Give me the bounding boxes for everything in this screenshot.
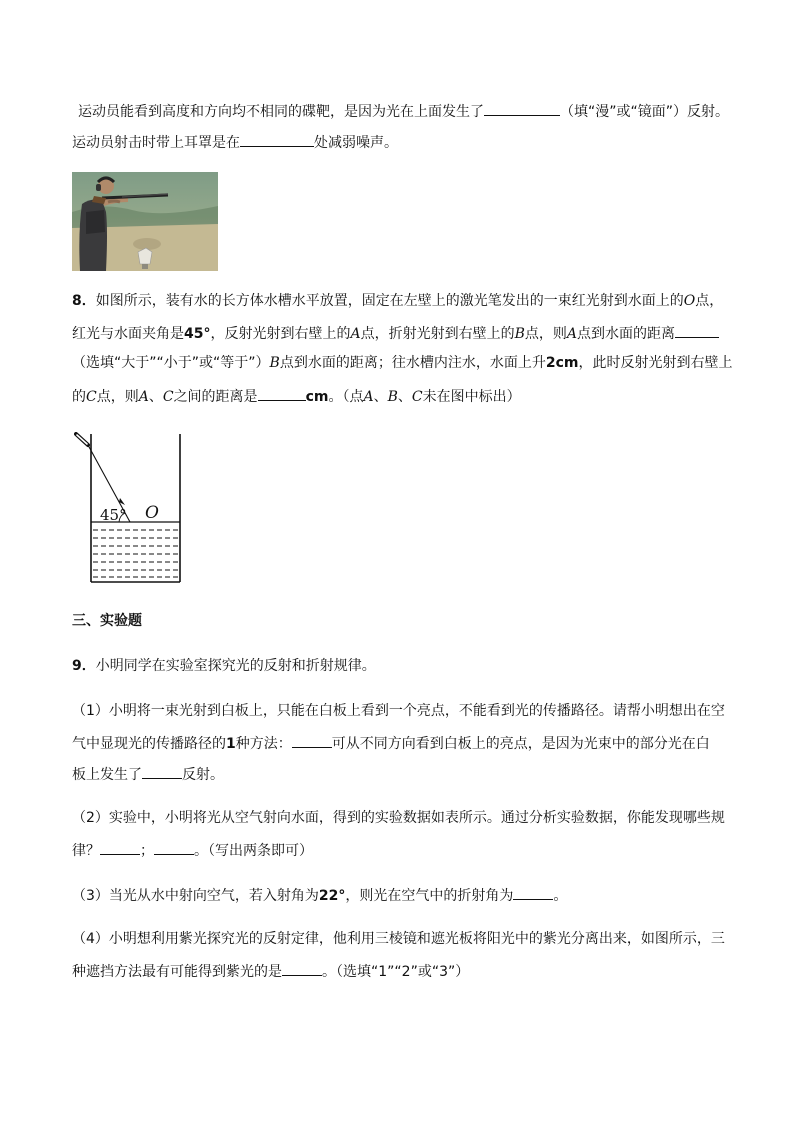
q7-blank-1[interactable] (484, 100, 560, 116)
q9-blank-2[interactable] (142, 763, 182, 779)
q8-point-label: C (86, 389, 97, 405)
q9-blank-1[interactable] (292, 732, 332, 748)
q8-point-label: B (269, 355, 280, 371)
q8-text: 未在图中标出） (422, 389, 521, 405)
point-o-label: O (145, 503, 159, 523)
q8-text: 点，则 (524, 326, 567, 342)
q8-point-label: C (162, 389, 174, 405)
q9-blank-6[interactable] (282, 960, 322, 976)
q8-point-label: A (363, 389, 374, 405)
q9-blank-5[interactable] (513, 884, 553, 900)
q9-text: （3）当光从水中射向空气，若入射角为 (72, 888, 319, 904)
q8-point-label: C (411, 389, 423, 405)
q8-point-label: O (683, 293, 696, 309)
q7-line-2 (72, 131, 398, 153)
q9-blank-4[interactable] (154, 839, 194, 855)
q9-p3-line (72, 884, 567, 906)
q8-line-3 (72, 353, 732, 373)
q8-angle: 45° (184, 326, 211, 342)
water-tank-figure (74, 432, 186, 586)
q8-text: 点到水面的距离 (577, 326, 676, 342)
q9-text: ； (140, 843, 154, 859)
q8-point-label: A (138, 389, 149, 405)
q8-text: 的 (72, 389, 86, 405)
q9-text: （1）小明将一束光射到白板上，只能在白板上看到一个亮点，不能看到光的传播路径。请帮小明想出在空 (72, 703, 725, 719)
q8-text: （选填“大于”“小于”或“等于”） (72, 355, 270, 371)
q9-text: 。 (553, 888, 568, 904)
q7-text: 处减弱噪声。 (314, 135, 398, 151)
q8-line-2 (72, 322, 719, 344)
q8-text: 之间的距离是 (173, 389, 258, 405)
q7-text: 运动员能看到高度和方向均不相同的碟靶，是因为光在上面发生了 (78, 104, 484, 120)
shooter-photo-image (72, 172, 218, 271)
q7-blank-2[interactable] (240, 131, 314, 147)
q9-text: 可从不同方向看到白板上的亮点，是因为光束中的部分光在白 (331, 736, 710, 752)
q8-text: 、 (397, 389, 412, 405)
q8-text: 红光与水面夹角是 (72, 326, 184, 342)
q8-point-label: B (387, 389, 398, 405)
q9-p4-line-1 (72, 929, 725, 949)
q7-text: （填“漫”或“镜面”）反射。 (560, 104, 730, 120)
q8-unit: cm (305, 389, 329, 405)
q8-blank-2[interactable] (258, 385, 306, 401)
q8-point-label: A (566, 326, 578, 342)
q9-intro: 小明同学在实验室探究光的反射和折射规律。 (95, 658, 376, 674)
section-title: 三、实验题 (72, 613, 142, 629)
q8-text: 、 (148, 389, 163, 405)
q9-text: 反射。 (182, 767, 224, 783)
water-tank-diagram (74, 432, 186, 590)
q7-line-1 (72, 100, 729, 122)
q9-p1-line-3 (72, 763, 224, 785)
q9-blank-3[interactable] (100, 839, 140, 855)
q8-text: 点到水面的距离；往水槽内注水，水面上升 (279, 355, 546, 371)
q9-text: （2）实验中，小明将光从空气射向水面，得到的实验数据如表所示。通过分析实验数据，你能发现哪些规 (72, 810, 725, 826)
q9-text: 。（写出两条即可） (194, 843, 313, 859)
q9-angle: 22° (318, 888, 346, 904)
q9-text: 气中显现光的传播路径的 (72, 736, 226, 752)
q9-text: 种方法： (235, 736, 292, 752)
q9-intro-line (72, 656, 376, 676)
q9-text: 板上发生了 (72, 767, 142, 783)
q9-p1-line-1 (72, 701, 725, 721)
q9-text: （4）小明想利用紫光探究光的反射定律，他利用三棱镜和遮光板将阳光中的紫光分离出来，如图所示，三 (72, 931, 725, 947)
q8-line-4 (72, 385, 521, 407)
q8-number: 8． (72, 293, 96, 309)
q8-text: 、 (373, 389, 388, 405)
q9-text: ，则光在空气中的折射角为 (345, 888, 514, 904)
q9-number: 9． (72, 658, 96, 674)
q8-height: 2cm (545, 355, 579, 371)
q7-text: 运动员射击时带上耳罩是在 (72, 135, 240, 151)
q9-p4-line-2 (72, 960, 469, 982)
q9-text: 种遮挡方法最有可能得到紫光的是 (72, 964, 282, 980)
q9-text: 律？ (72, 843, 100, 859)
q9-p1-line-2 (72, 732, 710, 754)
q8-text: ，此时反射光射到右壁上 (578, 355, 733, 371)
shooter-photo (72, 172, 218, 271)
q9-p2-line-1 (72, 808, 725, 828)
q8-text: 点，则 (96, 389, 139, 405)
q8-point-label: B (514, 326, 525, 342)
q9-text: 。（选填“1”“2”或“3”） (322, 964, 470, 980)
q8-blank-1[interactable] (675, 322, 719, 338)
q8-text: 点， (695, 293, 724, 309)
q8-line-1 (72, 291, 723, 311)
q8-text: 。（点 (328, 389, 364, 405)
q8-point-label: A (350, 326, 361, 342)
q8-text: ，反射光射到右壁上的 (210, 326, 351, 342)
q8-text: 如图所示，装有水的长方体水槽水平放置，固定在左壁上的激光笔发出的一束红光射到水面上的 (95, 293, 684, 309)
water-hatching (93, 530, 178, 577)
angle-label: 45° (100, 506, 127, 524)
q9-count: 1 (226, 736, 236, 752)
q9-p2-line-2 (72, 839, 313, 861)
q8-text: 点，折射光射到右壁上的 (360, 326, 515, 342)
